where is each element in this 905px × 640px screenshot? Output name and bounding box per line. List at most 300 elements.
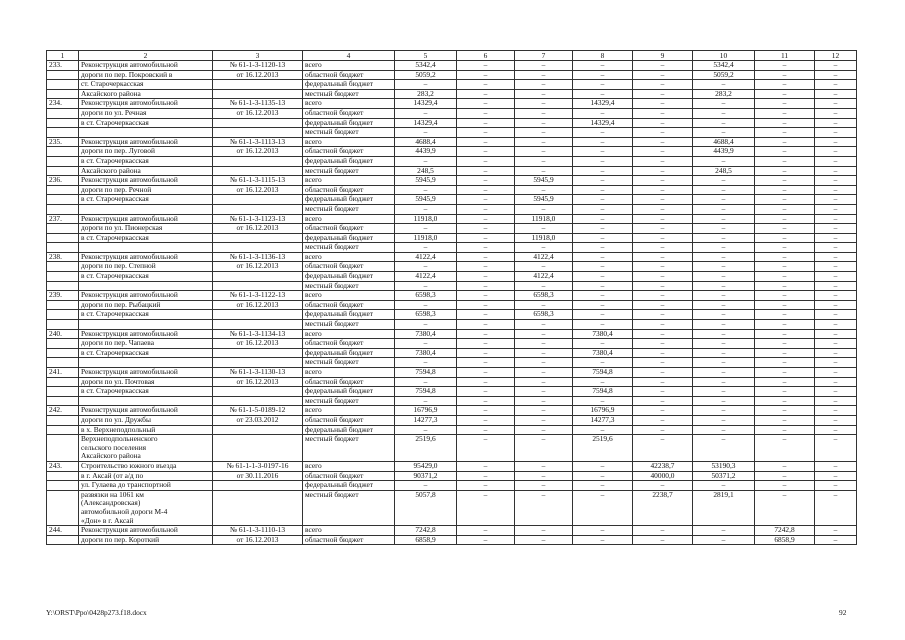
value-cell: –	[457, 185, 515, 195]
value-cell: –	[755, 348, 815, 358]
object-name: Реконструкция автомобильной	[79, 99, 213, 109]
value-cell: –	[633, 358, 693, 368]
value-cell: –	[573, 224, 633, 234]
value-cell: –	[573, 535, 633, 545]
value-cell: –	[755, 435, 815, 462]
expertise-doc	[213, 128, 303, 138]
value-cell: –	[395, 185, 457, 195]
expertise-doc	[213, 89, 303, 99]
expertise-doc: № 61-1-1-3-0197-16	[213, 461, 303, 471]
value-cell: –	[633, 272, 693, 282]
funding-source: областной бюджет	[303, 471, 395, 481]
value-cell: –	[815, 128, 857, 138]
expertise-doc	[213, 310, 303, 320]
value-cell: –	[515, 435, 573, 462]
value-cell: 11918,0	[515, 214, 573, 224]
value-cell: –	[395, 224, 457, 234]
expertise-doc: № 61-1-3-1123-13	[213, 214, 303, 224]
value-cell: –	[693, 526, 755, 536]
object-name: Аксайского района	[79, 166, 213, 176]
object-name: в г. Аксай (от а/д по	[79, 471, 213, 481]
expertise-doc	[213, 166, 303, 176]
value-cell: 5945,9	[515, 195, 573, 205]
object-name: дороги по пер. Степной	[79, 262, 213, 272]
value-cell: –	[633, 137, 693, 147]
value-cell: –	[633, 61, 693, 71]
value-cell: –	[815, 224, 857, 234]
value-cell: –	[457, 377, 515, 387]
value-cell: –	[457, 461, 515, 471]
value-cell: 7380,4	[395, 329, 457, 339]
record-number	[47, 339, 79, 349]
funding-source: местный бюджет	[303, 128, 395, 138]
value-cell: –	[573, 272, 633, 282]
table-row	[47, 461, 857, 471]
table-row	[47, 320, 857, 330]
value-cell: 7380,4	[573, 329, 633, 339]
column-header: 9	[633, 51, 693, 61]
value-cell: –	[633, 118, 693, 128]
table-row	[47, 80, 857, 90]
value-cell: 7594,8	[573, 368, 633, 378]
value-cell: 4439,9	[395, 147, 457, 157]
value-cell: –	[457, 300, 515, 310]
object-name	[79, 128, 213, 138]
value-cell: –	[457, 348, 515, 358]
value-cell: –	[515, 224, 573, 234]
value-cell: –	[633, 195, 693, 205]
value-cell: 6598,3	[515, 291, 573, 301]
value-cell: –	[457, 166, 515, 176]
table-row	[47, 166, 857, 176]
value-cell: –	[515, 415, 573, 425]
table-row	[47, 156, 857, 166]
value-cell: –	[693, 195, 755, 205]
object-name-line: сельского поселения	[81, 442, 147, 452]
value-cell: –	[395, 243, 457, 253]
value-cell: –	[515, 89, 573, 99]
expertise-doc: № 61-1-3-1136-13	[213, 252, 303, 262]
table-row	[47, 535, 857, 545]
value-cell: –	[633, 70, 693, 80]
funding-source: всего	[303, 252, 395, 262]
value-cell: –	[515, 348, 573, 358]
value-cell: –	[515, 396, 573, 406]
funding-source: местный бюджет	[303, 358, 395, 368]
value-cell: –	[755, 320, 815, 330]
value-cell: –	[395, 300, 457, 310]
value-cell: –	[515, 320, 573, 330]
object-name: Реконструкция автомобильной	[79, 61, 213, 71]
record-number	[47, 535, 79, 545]
value-cell: –	[815, 396, 857, 406]
value-cell: –	[755, 310, 815, 320]
value-cell: –	[815, 176, 857, 186]
value-cell: –	[573, 396, 633, 406]
value-cell: –	[755, 61, 815, 71]
value-cell: –	[573, 243, 633, 253]
value-cell: –	[457, 526, 515, 536]
column-header: 1	[47, 51, 79, 61]
value-cell: –	[515, 425, 573, 435]
value-cell: –	[755, 80, 815, 90]
table-row	[47, 99, 857, 109]
column-header: 7	[515, 51, 573, 61]
value-cell: –	[693, 377, 755, 387]
value-cell: 5342,4	[693, 61, 755, 71]
table-row	[47, 176, 857, 186]
value-cell: –	[693, 396, 755, 406]
funding-source: местный бюджет	[303, 89, 395, 99]
object-name: дороги по пер. Рыбацкий	[79, 300, 213, 310]
value-cell: 14277,3	[573, 415, 633, 425]
value-cell: –	[573, 471, 633, 481]
object-name: Реконструкция автомобильной	[79, 252, 213, 262]
value-cell: –	[693, 481, 755, 491]
table-row	[47, 526, 857, 536]
value-cell: 5059,2	[395, 70, 457, 80]
value-cell: –	[633, 396, 693, 406]
value-cell: –	[755, 224, 815, 234]
record-number	[47, 118, 79, 128]
expertise-doc: № 61-1-3-1110-13	[213, 526, 303, 536]
record-number: 243.	[47, 461, 79, 471]
value-cell: –	[573, 490, 633, 525]
record-number	[47, 272, 79, 282]
value-cell: –	[573, 214, 633, 224]
value-cell: –	[815, 425, 857, 435]
record-number	[47, 481, 79, 491]
value-cell: –	[755, 368, 815, 378]
expertise-doc: № 61-1-3-1120-13	[213, 61, 303, 71]
table-row	[47, 214, 857, 224]
value-cell: –	[395, 320, 457, 330]
expertise-doc: от 16.12.2013	[213, 262, 303, 272]
funding-source: федеральный бюджет	[303, 425, 395, 435]
expertise-doc: от 16.12.2013	[213, 147, 303, 157]
expertise-doc	[213, 80, 303, 90]
value-cell: –	[457, 425, 515, 435]
expertise-doc	[213, 156, 303, 166]
value-cell: –	[457, 70, 515, 80]
object-name	[79, 358, 213, 368]
value-cell: –	[395, 108, 457, 118]
value-cell: –	[815, 490, 857, 525]
object-name	[79, 435, 213, 462]
object-name: дороги по пер. Речной	[79, 185, 213, 195]
value-cell: –	[633, 204, 693, 214]
value-cell: –	[457, 387, 515, 397]
value-cell: –	[457, 61, 515, 71]
value-cell: –	[755, 471, 815, 481]
value-cell: 14329,4	[573, 99, 633, 109]
table-row	[47, 252, 857, 262]
value-cell: –	[755, 262, 815, 272]
value-cell: –	[457, 108, 515, 118]
value-cell: –	[457, 368, 515, 378]
record-number	[47, 80, 79, 90]
value-cell: 11918,0	[395, 214, 457, 224]
expertise-doc: от 23.03.2012	[213, 415, 303, 425]
value-cell: –	[573, 185, 633, 195]
value-cell: –	[515, 300, 573, 310]
table-row	[47, 108, 857, 118]
value-cell: 6858,9	[755, 535, 815, 545]
value-cell: –	[633, 224, 693, 234]
value-cell: –	[755, 415, 815, 425]
value-cell: –	[515, 281, 573, 291]
value-cell: –	[693, 415, 755, 425]
value-cell: –	[573, 166, 633, 176]
value-cell: –	[755, 176, 815, 186]
record-number	[47, 358, 79, 368]
value-cell: –	[633, 425, 693, 435]
value-cell: –	[633, 377, 693, 387]
expertise-doc: от 16.12.2013	[213, 377, 303, 387]
value-cell: –	[457, 435, 515, 462]
value-cell: –	[457, 214, 515, 224]
record-number: 233.	[47, 61, 79, 71]
object-name: в ст. Старочеркасская	[79, 156, 213, 166]
value-cell: –	[395, 128, 457, 138]
object-name: в ст. Старочеркасская	[79, 272, 213, 282]
value-cell: –	[633, 406, 693, 416]
expertise-doc: № 61-1-3-1134-13	[213, 329, 303, 339]
object-name: дороги по пер. Короткий	[79, 535, 213, 545]
value-cell: –	[457, 415, 515, 425]
value-cell: 16796,9	[395, 406, 457, 416]
value-cell: –	[633, 320, 693, 330]
record-number	[47, 435, 79, 462]
record-number: 234.	[47, 99, 79, 109]
object-name: дороги по ул. Речная	[79, 108, 213, 118]
record-number	[47, 281, 79, 291]
record-number	[47, 108, 79, 118]
object-name	[79, 281, 213, 291]
object-name: ул. Гулаева до транспортной	[79, 481, 213, 491]
funding-source: областной бюджет	[303, 224, 395, 234]
value-cell: –	[573, 310, 633, 320]
value-cell: –	[457, 243, 515, 253]
value-cell: –	[633, 481, 693, 491]
value-cell: –	[633, 526, 693, 536]
value-cell: –	[693, 118, 755, 128]
value-cell: 5057,8	[395, 490, 457, 525]
value-cell: –	[815, 204, 857, 214]
object-name-line: развязки на 1061 км	[81, 490, 144, 499]
object-name: Реконструкция автомобильной	[79, 176, 213, 186]
object-name	[79, 204, 213, 214]
header-row	[47, 51, 857, 61]
value-cell: 5342,4	[395, 61, 457, 71]
value-cell: –	[755, 358, 815, 368]
value-cell: –	[515, 262, 573, 272]
value-cell: –	[693, 435, 755, 462]
object-name-line: автомобильной дороги М-4	[81, 506, 168, 516]
value-cell: –	[395, 396, 457, 406]
value-cell: –	[633, 108, 693, 118]
value-cell: 11918,0	[515, 233, 573, 243]
object-name: дороги по ул. Почтовая	[79, 377, 213, 387]
table-row	[47, 291, 857, 301]
value-cell: –	[515, 461, 573, 471]
value-cell: –	[755, 339, 815, 349]
object-name-line: Аксайского района	[81, 451, 141, 461]
value-cell: –	[633, 300, 693, 310]
value-cell: –	[693, 310, 755, 320]
value-cell: –	[633, 339, 693, 349]
funding-source: областной бюджет	[303, 300, 395, 310]
funding-source: федеральный бюджет	[303, 233, 395, 243]
object-name: Реконструкция автомобильной	[79, 526, 213, 536]
value-cell: –	[755, 118, 815, 128]
record-number	[47, 396, 79, 406]
object-name	[79, 396, 213, 406]
value-cell: –	[755, 243, 815, 253]
table-row	[47, 243, 857, 253]
value-cell: –	[395, 377, 457, 387]
value-cell: –	[573, 128, 633, 138]
value-cell: –	[633, 80, 693, 90]
value-cell: –	[755, 377, 815, 387]
value-cell: –	[693, 204, 755, 214]
value-cell: –	[457, 358, 515, 368]
value-cell: –	[633, 415, 693, 425]
record-number	[47, 195, 79, 205]
table-row	[47, 406, 857, 416]
value-cell: –	[815, 535, 857, 545]
value-cell: –	[755, 425, 815, 435]
value-cell: –	[815, 166, 857, 176]
value-cell: 14329,4	[395, 118, 457, 128]
funding-source: областной бюджет	[303, 415, 395, 425]
value-cell: –	[515, 80, 573, 90]
table-row	[47, 118, 857, 128]
expertise-doc: от 30.11.2016	[213, 471, 303, 481]
value-cell: –	[515, 526, 573, 536]
value-cell: 40000,0	[633, 471, 693, 481]
value-cell: –	[515, 128, 573, 138]
value-cell: –	[515, 368, 573, 378]
value-cell: –	[515, 99, 573, 109]
value-cell: –	[693, 348, 755, 358]
value-cell: –	[755, 128, 815, 138]
value-cell: –	[815, 435, 857, 462]
funding-source: местный бюджет	[303, 166, 395, 176]
table-row	[47, 310, 857, 320]
funding-source: областной бюджет	[303, 185, 395, 195]
value-cell: –	[515, 387, 573, 397]
value-cell: –	[815, 137, 857, 147]
column-header: 10	[693, 51, 755, 61]
expertise-doc: от 16.12.2013	[213, 339, 303, 349]
expertise-doc	[213, 118, 303, 128]
table-body	[47, 61, 857, 545]
value-cell: –	[573, 461, 633, 471]
record-number	[47, 147, 79, 157]
value-cell: –	[755, 185, 815, 195]
table-header	[47, 51, 857, 61]
value-cell: –	[815, 291, 857, 301]
value-cell: –	[395, 358, 457, 368]
value-cell: –	[693, 406, 755, 416]
object-name: дороги по пер. Чапаева	[79, 339, 213, 349]
record-number: 241.	[47, 368, 79, 378]
object-name: в ст. Старочеркасская	[79, 195, 213, 205]
value-cell: 248,5	[693, 166, 755, 176]
value-cell: –	[573, 89, 633, 99]
value-cell: –	[515, 118, 573, 128]
record-number: 244.	[47, 526, 79, 536]
value-cell: 7242,8	[395, 526, 457, 536]
value-cell: –	[573, 262, 633, 272]
column-header: 2	[79, 51, 213, 61]
value-cell: 7594,8	[573, 387, 633, 397]
expertise-doc: от 16.12.2013	[213, 300, 303, 310]
object-name: дороги по пер. Луговой	[79, 147, 213, 157]
value-cell: –	[693, 329, 755, 339]
value-cell: –	[815, 272, 857, 282]
value-cell: –	[573, 339, 633, 349]
expertise-doc	[213, 320, 303, 330]
value-cell: 248,5	[395, 166, 457, 176]
record-number	[47, 300, 79, 310]
object-name: Реконструкция автомобильной	[79, 406, 213, 416]
expertise-doc: от 16.12.2013	[213, 108, 303, 118]
expertise-doc: от 16.12.2013	[213, 224, 303, 234]
value-cell: –	[395, 262, 457, 272]
record-number: 239.	[47, 291, 79, 301]
value-cell: –	[573, 358, 633, 368]
column-header: 5	[395, 51, 457, 61]
value-cell: –	[633, 387, 693, 397]
table-row	[47, 204, 857, 214]
value-cell: –	[633, 243, 693, 253]
value-cell: –	[573, 156, 633, 166]
object-name-line: Верхнеподпольненского	[81, 434, 158, 444]
value-cell: –	[815, 185, 857, 195]
value-cell: –	[693, 281, 755, 291]
value-cell: 7380,4	[395, 348, 457, 358]
value-cell: –	[693, 224, 755, 234]
expertise-doc	[213, 243, 303, 253]
record-number	[47, 185, 79, 195]
column-header: 6	[457, 51, 515, 61]
value-cell: –	[457, 233, 515, 243]
expertise-doc	[213, 195, 303, 205]
table-row	[47, 195, 857, 205]
value-cell: 6598,3	[515, 310, 573, 320]
value-cell: 5945,9	[395, 176, 457, 186]
value-cell: –	[457, 176, 515, 186]
record-number: 240.	[47, 329, 79, 339]
value-cell: –	[693, 128, 755, 138]
value-cell: –	[457, 224, 515, 234]
value-cell: 2519,6	[395, 435, 457, 462]
funding-source: всего	[303, 176, 395, 186]
value-cell: –	[755, 147, 815, 157]
record-number	[47, 490, 79, 525]
value-cell: –	[457, 204, 515, 214]
value-cell: –	[755, 461, 815, 471]
value-cell: 4122,4	[515, 272, 573, 282]
value-cell: –	[457, 490, 515, 525]
value-cell: 4122,4	[395, 272, 457, 282]
funding-source: местный бюджет	[303, 243, 395, 253]
value-cell: –	[515, 243, 573, 253]
funding-source: федеральный бюджет	[303, 387, 395, 397]
expertise-doc	[213, 425, 303, 435]
